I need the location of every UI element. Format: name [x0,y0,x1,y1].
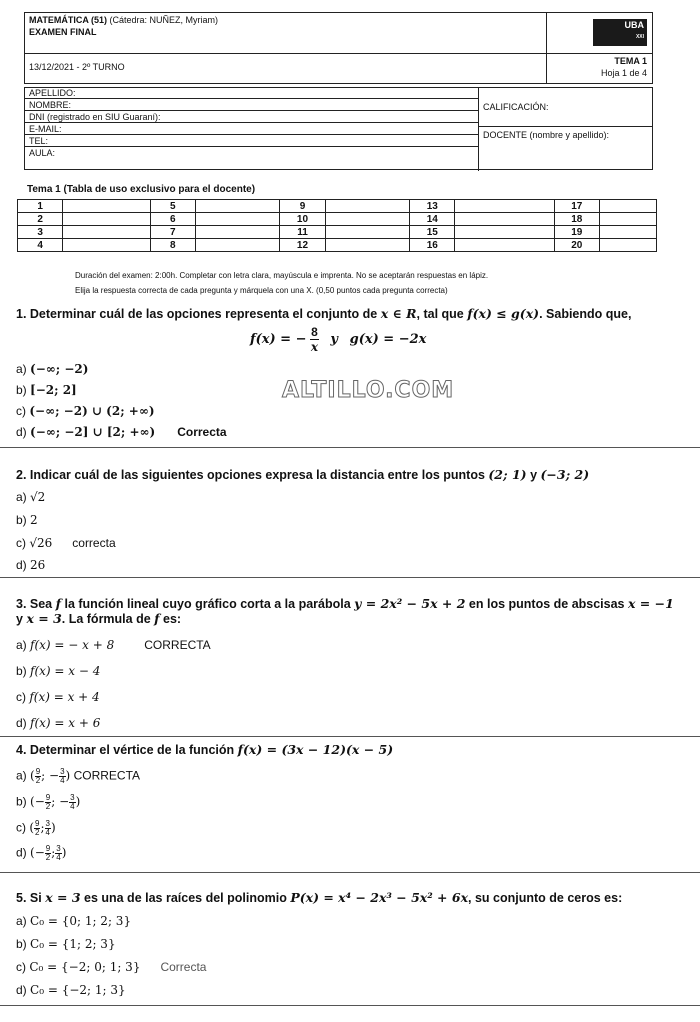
grid-answer-cell[interactable] [455,226,554,239]
student-form [24,87,653,170]
q1-formula: f(x) = − $\frac{8}{x}$ y g(x) = −2x [250,325,427,354]
q3-option-a[interactable]: a) f(x) = − x + 8 CORRECTA [16,638,211,652]
grid-answer-cell[interactable] [599,239,656,252]
grid-answer-cell[interactable] [63,200,150,213]
grid-row [18,213,657,226]
q1-option-a[interactable]: a) (−∞; −2) [16,362,89,376]
exam-title: EXAMEN FINAL [29,27,97,37]
grid-answer-cell[interactable] [63,226,150,239]
grid-number-cell: 2 [18,213,63,226]
q3-statement-1: 3. Sea f la función lineal cuyo gráfico corta a la parábola y = 2x² − 5x + 2 en los puntos de abscisas x = −1 [16,596,674,611]
grid-answer-cell[interactable] [455,239,554,252]
exam-date: 13/12/2021 - 2º TURNO [29,62,125,72]
field-email[interactable]: E-MAIL: [25,124,478,135]
q5-statement: 5. Si x = 3 es una de las raíces del polinomio P(x) = x⁴ − 2x³ − 5x² + 6x, su conjunto de ceros es: [16,890,623,905]
grid-answer-cell[interactable] [325,200,409,213]
grid-number-cell: 6 [150,213,195,226]
teacher-grid [17,199,657,252]
grid-number-cell: 8 [150,239,195,252]
instructions-2: Elija la respuesta correcta de cada pregunta y márquela con una X. (0,50 puntos cada pregunta correcta) [75,286,448,295]
grid-number-cell: 18 [554,213,599,226]
q5-option-c[interactable]: c) C₀ = {−2; 0; 1; 3} Correcta [16,960,207,974]
field-apellido[interactable]: APELLIDO: [25,88,478,99]
grid-answer-cell[interactable] [599,200,656,213]
grid-number-cell: 11 [280,226,325,239]
grid-number-cell: 17 [554,200,599,213]
q3-correct-mark: CORRECTA [144,638,211,652]
q2-correct-mark: correcta [72,536,116,550]
grid-number-cell: 4 [18,239,63,252]
grid-number-cell: 1 [18,200,63,213]
grid-number-cell: 13 [410,200,455,213]
grid-answer-cell[interactable] [455,200,554,213]
page-count: Hoja 1 de 4 [600,68,647,78]
grid-answer-cell[interactable] [325,226,409,239]
q2-option-b[interactable]: b) 2 [16,513,38,527]
uba-logo: UBA XXI [593,19,647,46]
q1-option-d[interactable]: d) (−∞; −2] ∪ [2; +∞) Correcta [16,425,227,439]
grid-number-cell: 14 [410,213,455,226]
q4-option-c[interactable]: c) ( $\frac{9}{2}$ ; $\frac{3}{4}$ ) [16,819,56,837]
field-calificacion[interactable]: CALIFICACIÓN: [483,102,549,112]
grid-answer-cell[interactable] [599,226,656,239]
grid-answer-cell[interactable] [195,213,279,226]
q4-option-d[interactable]: d) (− $\frac{9}{2}$ ; $\frac{3}{4}$ ) [16,844,67,862]
q4-option-b[interactable]: b) (− $\frac{9}{2}$ ; − $\frac{3}{4}$ ) [16,793,81,811]
q2-statement: 2. Indicar cuál de las siguientes opciones expresa la distancia entre los puntos (2; 1) y (−3; 2) [16,467,590,482]
instructions-1: Duración del examen: 2:00h. Completar con letra clara, mayúscula e imprenta. No se aceptarán respuestas en lápiz. [75,271,489,280]
field-tel[interactable]: TEL: [25,136,478,147]
q5-correct-mark: Correcta [160,960,207,974]
grid-number-cell: 19 [554,226,599,239]
grid-answer-cell[interactable] [325,213,409,226]
header-divider [24,53,653,54]
divider-5 [0,1005,700,1006]
watermark: ALTILLO.COM [282,378,455,403]
tema-label: TEMA 1 [614,56,647,66]
q3-statement-2: y x = 3. La fórmula de f es: [16,611,182,626]
grid-number-cell: 3 [18,226,63,239]
grid-number-cell: 7 [150,226,195,239]
grid-number-cell: 9 [280,200,325,213]
divider-1 [0,447,700,448]
divider-2 [0,577,700,578]
grid-number-cell: 12 [280,239,325,252]
q2-option-a[interactable]: a) √2 [16,490,46,504]
grid-row [18,239,657,252]
q4-statement: 4. Determinar el vértice de la función f(x) = (3x − 12)(x − 5) [16,742,394,757]
q2-option-c[interactable]: c) √26 correcta [16,536,116,550]
grid-title: Tema 1 (Tabla de uso exclusivo para el docente) [27,184,256,195]
grid-answer-cell[interactable] [195,226,279,239]
q2-option-d[interactable]: d) 26 [16,558,46,572]
q5-option-b[interactable]: b) C₀ = {1; 2; 3} [16,937,116,951]
q5-option-a[interactable]: a) C₀ = {0; 1; 2; 3} [16,914,132,928]
q1-correct-mark: Correcta [177,425,227,439]
grid-number-cell: 15 [410,226,455,239]
field-aula[interactable]: AULA: [29,148,56,158]
header-vdivider [546,12,547,84]
q4-option-a[interactable]: a) ( $\frac{9}{2}$ ; − $\frac{3}{4}$ ) CORRECTA [16,767,141,785]
grid-number-cell: 5 [150,200,195,213]
grid-answer-cell[interactable] [63,239,150,252]
grid-answer-cell[interactable] [195,200,279,213]
q3-option-d[interactable]: d) f(x) = x + 6 [16,716,101,730]
field-dni[interactable]: DNI (registrado en SIU Guaraní): [25,112,478,123]
course-title: MATEMÁTICA (51) (Cátedra: NUÑEZ, Myriam) [29,15,219,25]
grid-answer-cell[interactable] [599,213,656,226]
grid-number-cell: 16 [410,239,455,252]
grid-answer-cell[interactable] [63,213,150,226]
grid-row [18,226,657,239]
grid-number-cell: 20 [554,239,599,252]
grid-number-cell: 10 [280,213,325,226]
field-nombre[interactable]: NOMBRE: [25,100,478,111]
q3-option-b[interactable]: b) f(x) = x − 4 [16,664,101,678]
grid-answer-cell[interactable] [455,213,554,226]
q1-option-b[interactable]: b) [−2; 2] [16,383,77,397]
q1-option-c[interactable]: c) (−∞; −2) ∪ (2; +∞) [16,404,155,418]
divider-3 [0,736,700,737]
q3-option-c[interactable]: c) f(x) = x + 4 [16,690,100,704]
grid-answer-cell[interactable] [325,239,409,252]
grid-answer-cell[interactable] [195,239,279,252]
grid-row [18,200,657,213]
q1-statement: 1. Determinar cuál de las opciones representa el conjunto de x ∈ R, tal que f(x) ≤ g(x). Sabiendo que, [16,306,632,321]
field-docente[interactable]: DOCENTE (nombre y apellido): [483,130,610,140]
divider-4 [0,872,700,873]
q4-correct-mark: CORRECTA [73,768,141,783]
q5-option-d[interactable]: d) C₀ = {−2; 1; 3} [16,983,126,997]
